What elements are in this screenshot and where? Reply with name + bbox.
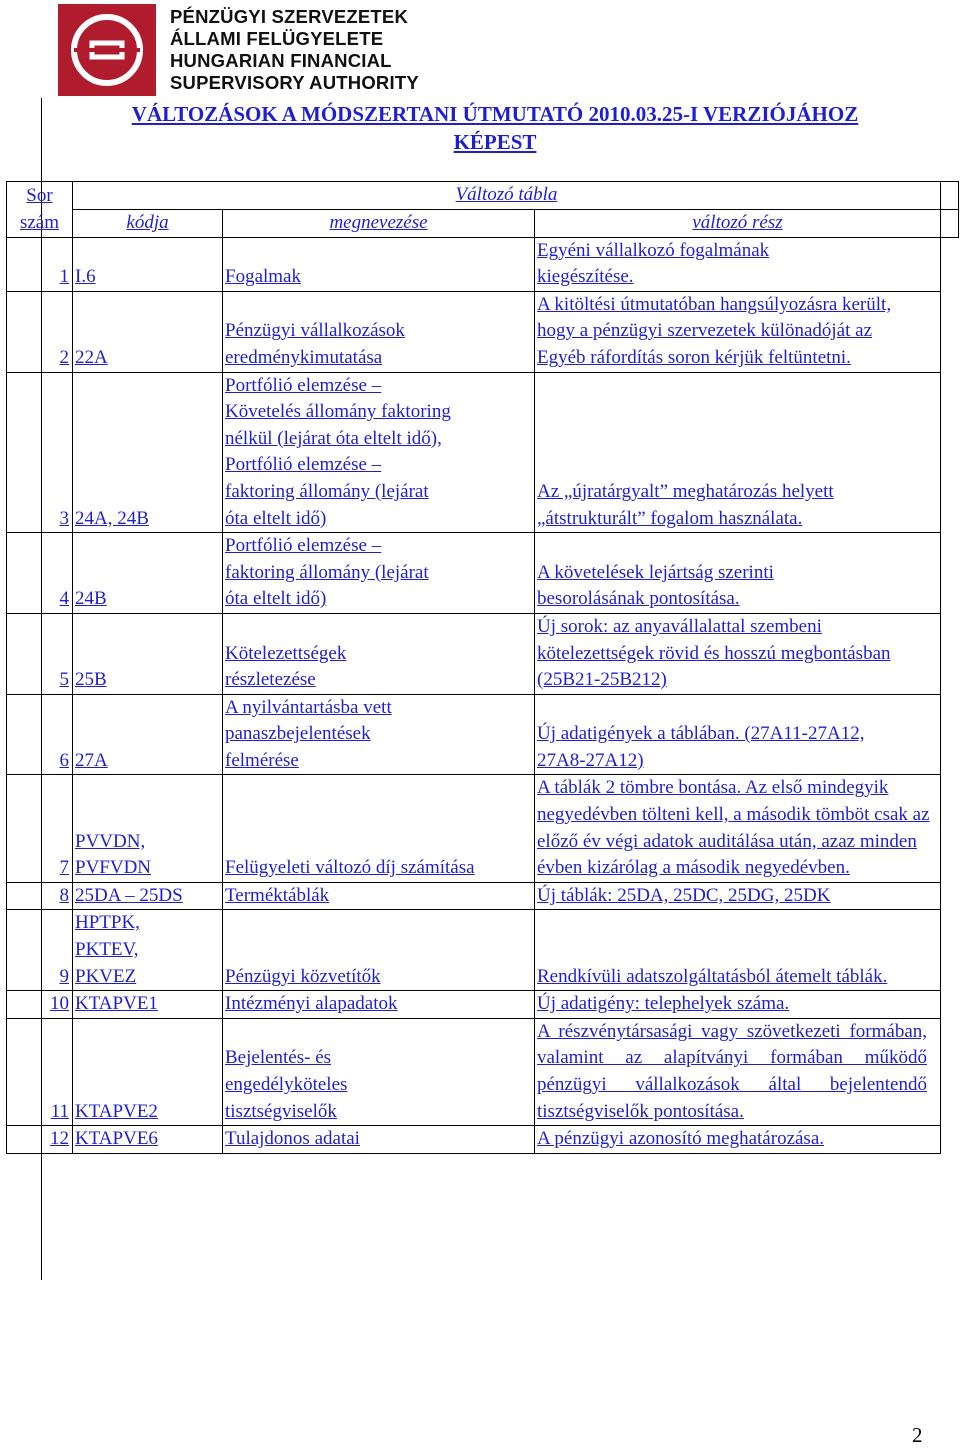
table-row: [7, 910, 959, 991]
row-change: A pénzügyi azonosító meghatározása.: [535, 1126, 941, 1154]
row-change: [535, 372, 941, 533]
row-name: [223, 775, 535, 882]
table-row: [7, 372, 959, 533]
header-group: Változó tábla: [73, 182, 941, 210]
row-code: 25DA – 25DS: [73, 882, 223, 910]
header-kod: kódja: [73, 209, 223, 237]
authority-logo: [58, 4, 458, 96]
row-name-text: Portfólió elemzése – Követelés állomány faktoring nélkül (lejárat óta eltelt idő), Portfólió elemzése – faktoring állomány (lejárat óta eltelt idő): [225, 374, 451, 529]
row-change: [535, 1018, 941, 1125]
row-code: KTAPVE6: [73, 1126, 223, 1154]
logo-emblem-icon: [58, 4, 156, 96]
row-name: Terméktáblák: [223, 882, 535, 910]
row-number: 10: [7, 991, 73, 1019]
header-szam: szám: [7, 209, 73, 237]
row-number: 5: [7, 613, 73, 694]
row-code: [73, 775, 223, 882]
row-change-text: Egyéni vállalkozó fogalmának kiegészítése.: [537, 239, 770, 288]
row-number: 4: [7, 533, 73, 614]
header-nev: megnevezése: [223, 209, 535, 237]
row-number: 3: [7, 372, 73, 533]
logo-text: [170, 6, 419, 94]
row-name: [223, 613, 535, 694]
row-name: Pénzügyi közvetítők: [223, 910, 535, 991]
row-change: [535, 694, 941, 775]
row-number: 7: [7, 775, 73, 882]
header-sor: Sor: [7, 182, 73, 210]
page-number: 2: [912, 1423, 923, 1447]
row-number: 1: [7, 237, 73, 291]
row-change: [535, 910, 941, 991]
row-change-text: Új sorok: az anyavállalattal szembeni kötelezettségek rövid és hosszú megbontásban (25B21-25B212): [537, 615, 891, 691]
row-change: [535, 533, 941, 614]
row-name-text: A nyilvántartásba vett panaszbejelentések felmérése: [225, 696, 392, 771]
table-row: [7, 882, 959, 910]
table-row: [7, 1126, 959, 1154]
row-name: Fogalmak: [223, 237, 535, 291]
row-change-text: Az „újratárgyalt” meghatározás helyett „átstrukturált” fogalom használata.: [537, 480, 834, 529]
table-row: [7, 775, 959, 882]
row-number: 11: [7, 1018, 73, 1125]
table-subheader-row: [7, 209, 959, 237]
row-name-text: Portfólió elemzése – faktoring állomány (lejárat óta eltelt idő): [225, 535, 429, 610]
row-code: 24A, 24B: [73, 372, 223, 533]
logo-line: PÉNZÜGYI SZERVEZETEK: [170, 6, 409, 27]
row-name: [223, 372, 535, 533]
table-row: [7, 237, 959, 291]
row-code: 22A: [73, 291, 223, 372]
document-title: [0, 100, 960, 156]
row-code: 27A: [73, 694, 223, 775]
row-change: [535, 775, 941, 882]
row-change: [535, 237, 941, 291]
row-code: 24B: [73, 533, 223, 614]
row-code: KTAPVE2: [73, 1018, 223, 1125]
logo-line: SUPERVISORY AUTHORITY: [170, 72, 419, 93]
row-change-text: Új adatigények a táblában. (27A11-27A12, 27A8-27A12): [537, 723, 865, 771]
table-header-row: [7, 182, 959, 210]
row-change-text: A kitöltési útmutatóban hangsúlyozásra került, hogy a pénzügyi szervezetek különadóját az Egyéb ráfordítás soron kérjük feltüntetni.: [537, 293, 892, 368]
row-change-text: A követelések lejártság szerinti besorolásának pontosítása.: [537, 561, 774, 610]
row-change: Új adatigény: telephelyek száma.: [535, 991, 941, 1019]
row-name: Tulajdonos adatai: [223, 1126, 535, 1154]
row-number: 2: [7, 291, 73, 372]
table-row: [7, 991, 959, 1019]
row-name-text: Bejelentés- és engedélyköteles tisztségviselők: [225, 1047, 348, 1122]
row-number: 9: [7, 910, 73, 991]
header-valt: változó rész: [535, 209, 941, 237]
row-name: [223, 694, 535, 775]
row-number: 8: [7, 882, 73, 910]
row-name: Intézményi alapadatok: [223, 991, 535, 1019]
row-number: 6: [7, 694, 73, 775]
row-code: 25B: [73, 613, 223, 694]
row-name-text: Kötelezettségek részletezése: [225, 642, 347, 691]
row-code-text: HPTPK, PKTEV, PKVEZ: [75, 912, 140, 987]
changes-table: [6, 181, 959, 1154]
row-change: [535, 291, 941, 372]
row-name: [223, 291, 535, 372]
row-change: [535, 613, 941, 694]
table-row: [7, 694, 959, 775]
title-line-1: VÁLTOZÁSOK A MÓDSZERTANI ÚTMUTATÓ 2010.03.25-I VERZIÓJÁHOZ: [131, 102, 859, 126]
table-row: [7, 613, 959, 694]
row-name-text: Felügyeleti változó díj számítása: [225, 857, 475, 879]
row-change: Új táblák: 25DA, 25DC, 25DG, 25DK: [535, 882, 941, 910]
title-line-2: KÉPEST: [453, 130, 537, 154]
row-name: [223, 533, 535, 614]
row-number: 12: [7, 1126, 73, 1154]
row-code: [73, 910, 223, 991]
row-change-text: Rendkívüli adatszolgáltatásból átemelt táblák.: [537, 965, 888, 987]
table-row: [7, 533, 959, 614]
row-change-text: A részvénytársasági vagy szövetkezeti formában, valamint az alapítványi formában működő pénzügyi vállalkozások által bejelentendő tisztségviselők pontosítása.: [537, 1020, 927, 1122]
row-code: I.6: [73, 237, 223, 291]
row-change-text: A táblák 2 tömbre bontása. Az első mindegyik negyedévben tölteni kell, a második tömböt csak az előző év végi adatok auditálása után, azaz minden évben kizárólag a második negyedévben.: [537, 777, 930, 879]
row-name-text: Pénzügyi vállalkozások eredménykimutatása: [225, 320, 405, 368]
logo-line: HUNGARIAN FINANCIAL: [170, 50, 392, 71]
row-name: [223, 1018, 535, 1125]
table-row: [7, 1018, 959, 1125]
row-code: KTAPVE1: [73, 991, 223, 1019]
logo-line: ÁLLAMI FELÜGYELETE: [170, 28, 384, 49]
table-row: [7, 291, 959, 372]
row-code-text: PVVDN, PVFVDN: [75, 830, 152, 879]
